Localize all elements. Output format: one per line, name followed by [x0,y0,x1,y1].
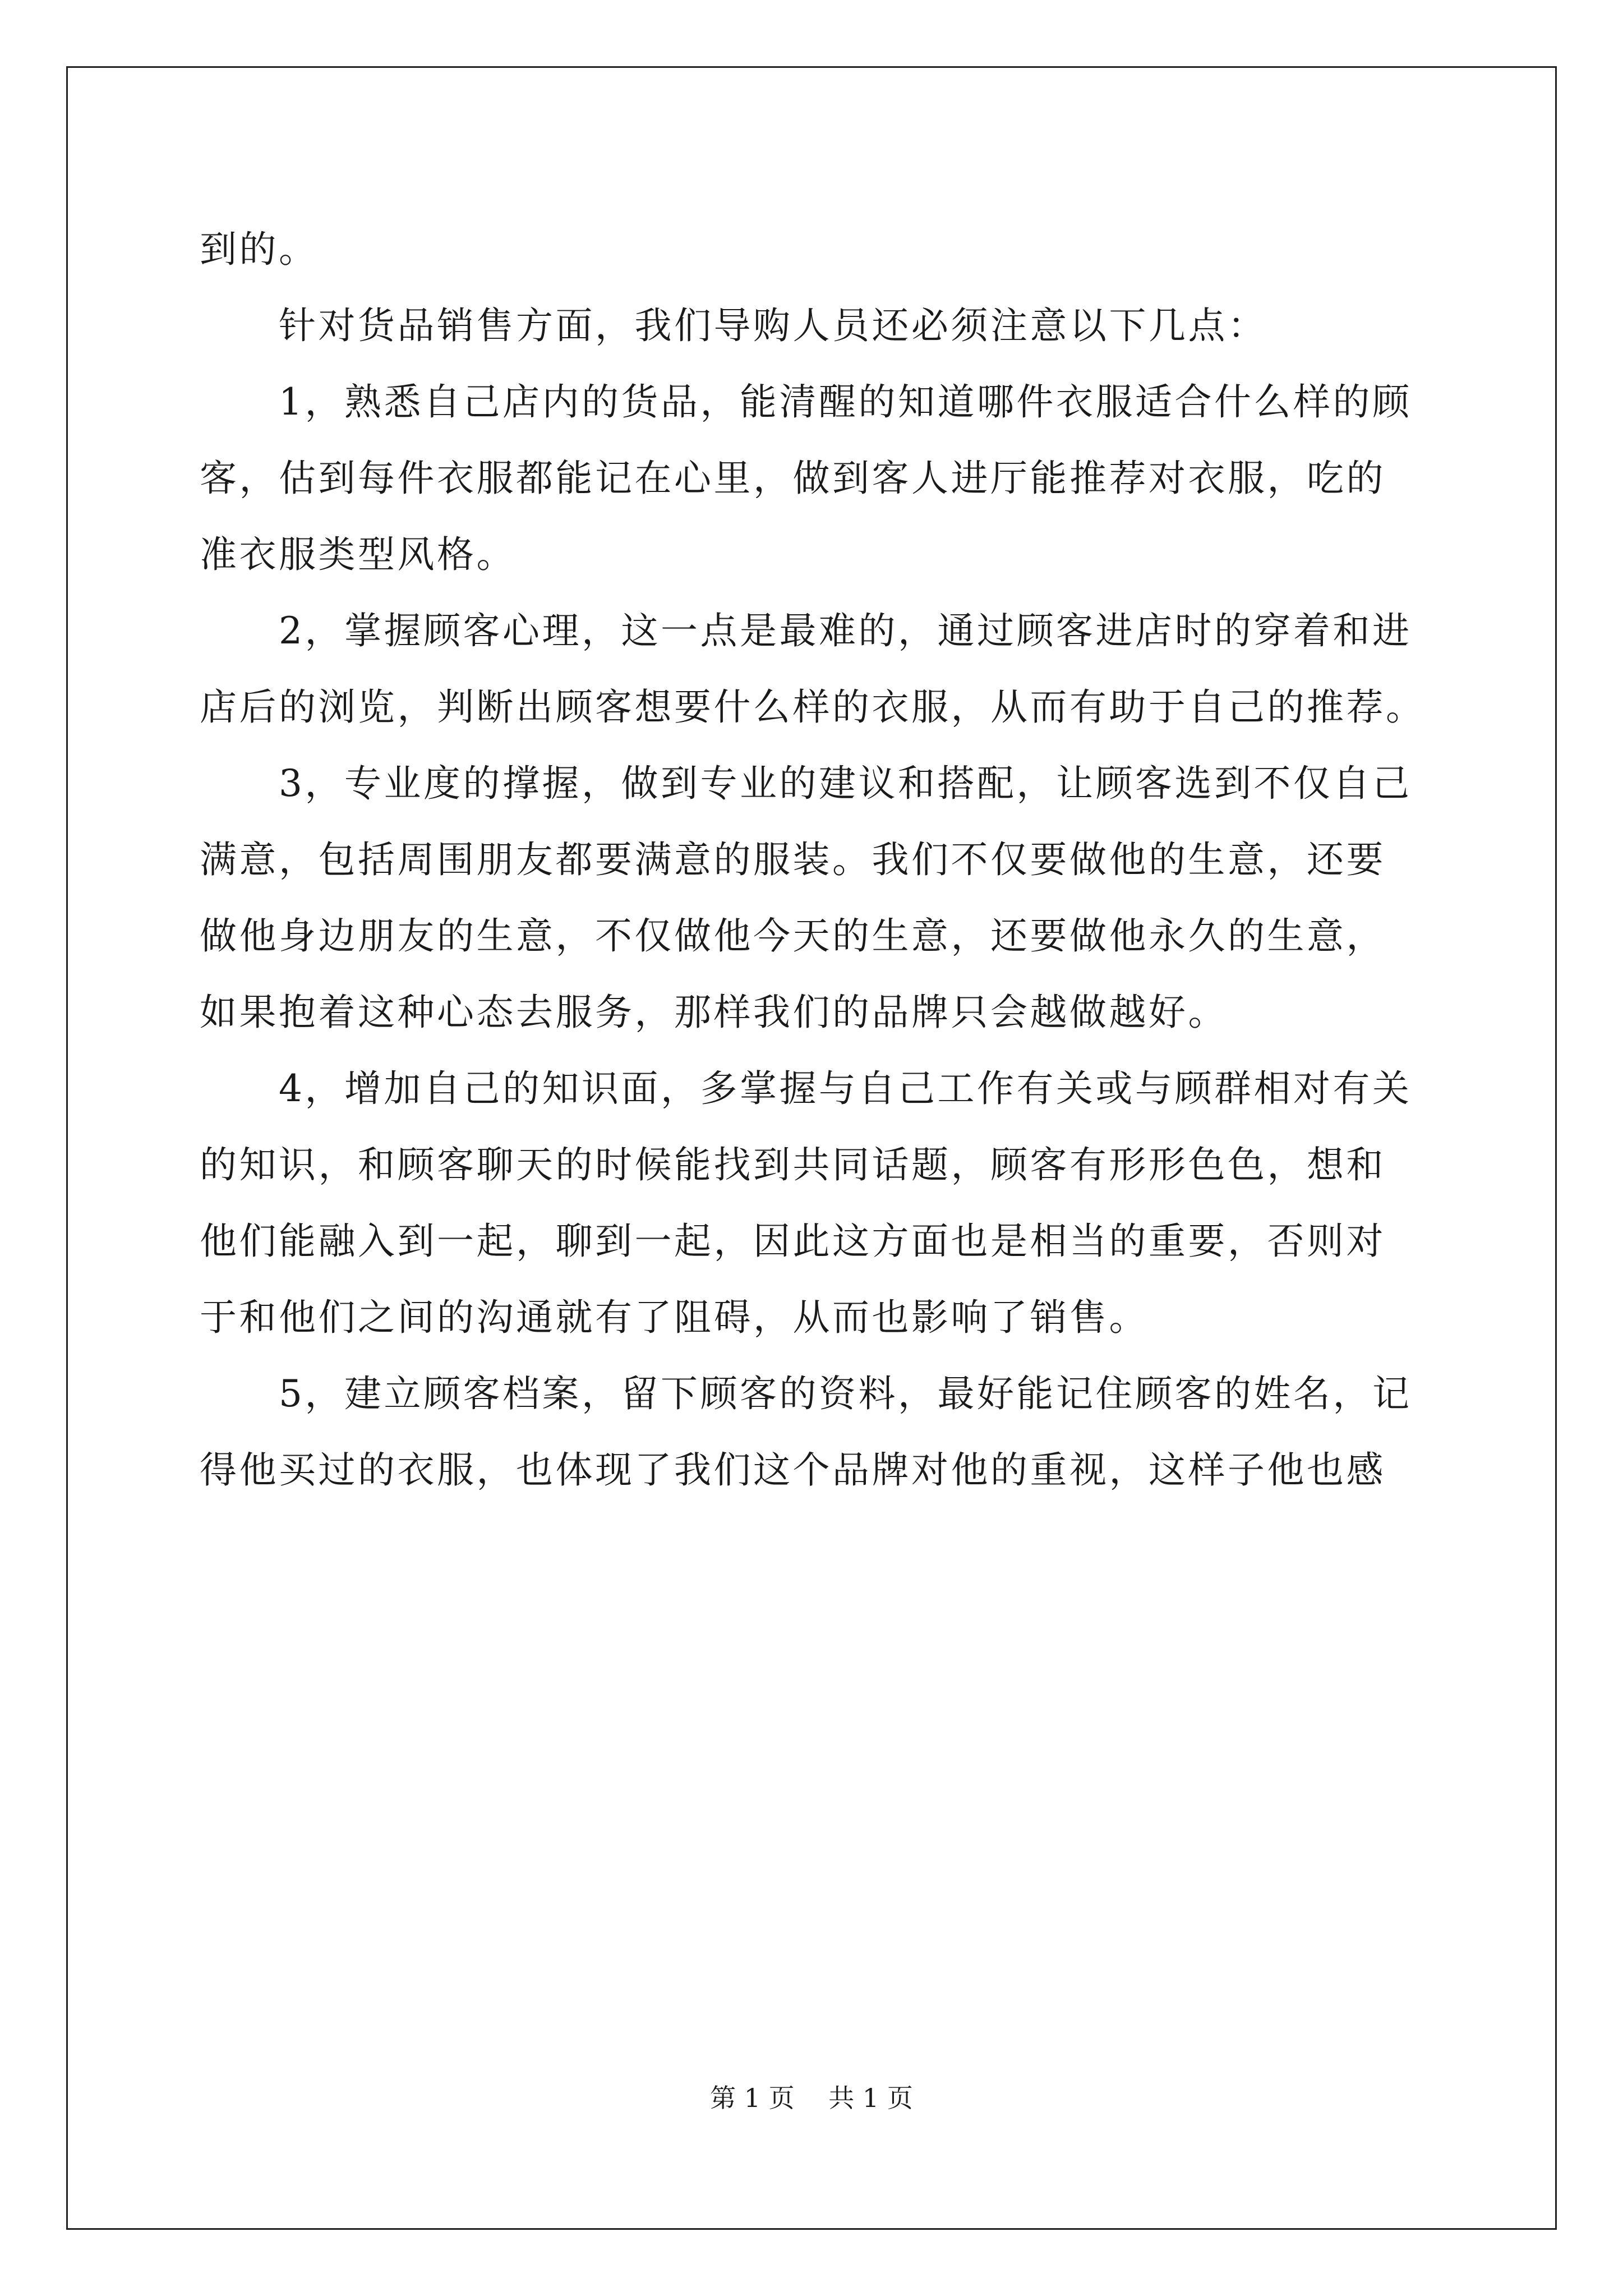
text-line: 于和他们之间的沟通就有了阻碍，从而也影响了销售。 [200,1296,1149,1339]
text-line: 得他买过的衣服，也体现了我们这个品牌对他的重视，这样子他也感 [200,1448,1386,1492]
text-line: 他们能融入到一起，聊到一起，因此这方面也是相当的重要，否则对 [200,1220,1386,1263]
document-body [200,211,1433,1508]
text-line: 准衣服类型风格。 [200,533,516,576]
text-line: 1，熟悉自己店内的货品，能清醒的知道哪件衣服适合什么样的顾 [200,380,1412,424]
text-line: 满意，包括周围朋友都要满意的服装。我们不仅要做他的生意，还要 [200,838,1386,881]
text-line: 的知识，和顾客聊天的时候能找到共同话题，顾客有形形色色，想和 [200,1143,1386,1186]
text-line: 做他身边朋友的生意，不仅做他今天的生意，还要做他永久的生意， [200,914,1386,958]
page-number-footer: 第 1 页 共 1 页 [710,2083,913,2113]
text-line: 针对货品销售方面，我们导购人员还必须注意以下几点： [200,304,1267,347]
text-line: 5，建立顾客档案，留下顾客的资料，最好能记住顾客的姓名，记 [200,1372,1412,1415]
text-line: 如果抱着这种心态去服务，那样我们的品牌只会越做越好。 [200,991,1228,1034]
text-line: 到的。 [200,228,319,271]
text-line: 店后的浏览，判断出顾客想要什么样的衣服，从而有助于自己的推荐。 [200,685,1426,729]
text-line: 3，专业度的撑握，做到专业的建议和搭配，让顾客选到不仅自己 [200,762,1412,805]
text-line: 客，估到每件衣服都能记在心里，做到客人进厅能推荐对衣服，吃的 [200,457,1386,500]
text-line: 2，掌握顾客心理，这一点是最难的，通过顾客进店时的穿着和进 [200,609,1412,652]
text-line: 4，增加自己的知识面，多掌握与自己工作有关或与顾群相对有关 [200,1067,1412,1110]
